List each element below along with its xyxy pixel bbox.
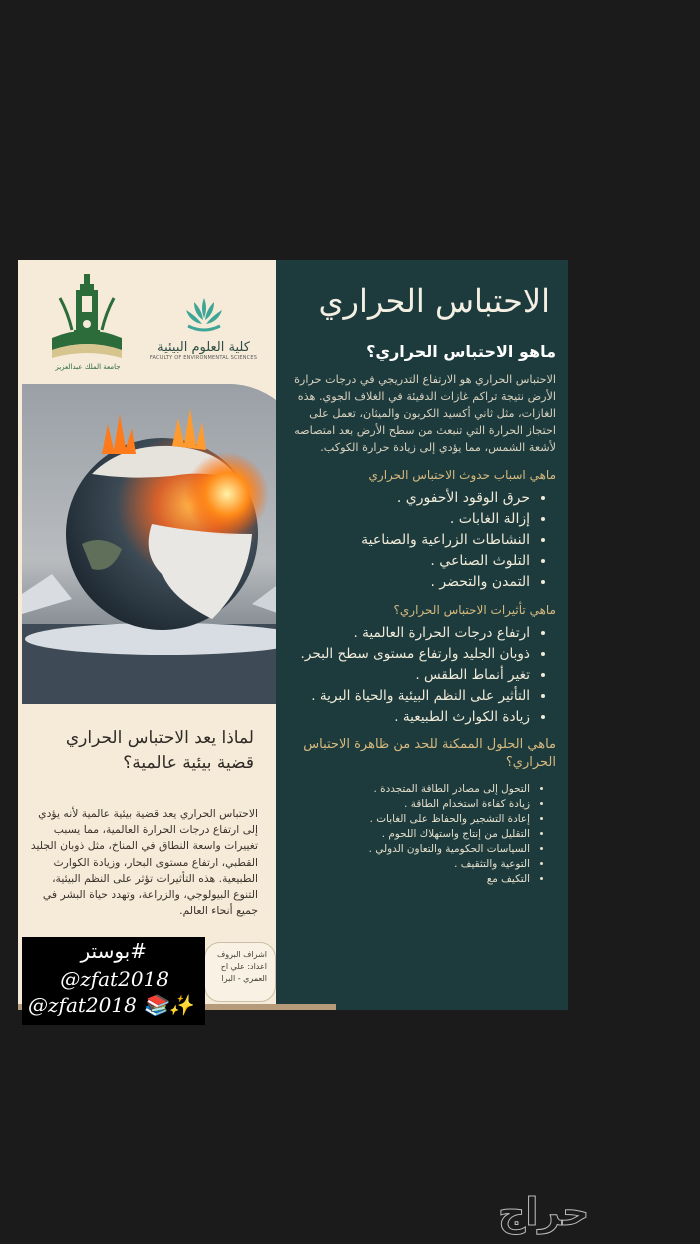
list-item: • النشاطات الزراعية والصناعية xyxy=(288,530,530,551)
poster-right-panel xyxy=(276,260,568,1010)
list-item: • التوعية والتثقيف . xyxy=(288,857,530,872)
why-heading: لماذا يعد الاحتباس الحراري قضية بيئية عالمية؟ xyxy=(65,728,254,773)
credit-box xyxy=(204,942,276,1002)
effects-heading: ماهي تأثيرات الاحتباس الحراري؟ xyxy=(393,603,556,617)
handle-emoji-text: @zfat2018 📚✨ xyxy=(28,993,193,1017)
list-item: • السياسات الحكومية والتعاون الدولي . xyxy=(288,842,530,857)
university-logo xyxy=(42,268,132,368)
what-text: الاحتباس الحراري هو الارتفاع التدريجي في درجات حرارة الأرض نتيجة تراكم غازات الدفيئة في الغلاف الجوي. هذه الغازات، مثل ثاني أكسيد الكربون والميثان، تعمل على احتجاز الحرارة التي تنبعث من سطح الأرض بعد امتصاصه لأشعة الشمس، مما يؤدي إلى زيادة حرارة الكوكب. xyxy=(294,373,556,454)
causes-heading: ماهي اسباب حدوث الاحتباس الحراري xyxy=(368,468,556,482)
poster-left-column xyxy=(18,260,276,1010)
list-item: • حرق الوقود الأحفوري . xyxy=(288,488,530,509)
credit-line: العمري - البرا xyxy=(221,974,267,983)
poster-title: الاحتباس الحراري xyxy=(318,282,550,320)
poster xyxy=(18,260,568,1010)
list-item: • زيادة الكوارث الطبيعية . xyxy=(288,707,530,728)
solutions-list xyxy=(288,782,556,887)
hashtag-sticker xyxy=(22,937,205,1025)
list-item: • التأثير على النظم البيئية والحياة البرية . xyxy=(288,686,530,707)
list-item: • إعادة التشجير والحفاظ على الغابات . xyxy=(288,812,530,827)
faculty-name-en: FACULTY OF ENVIRONMENTAL SCIENCES xyxy=(149,355,258,361)
melting-earth-image xyxy=(22,384,308,704)
list-item: • التمدن والتحضر . xyxy=(288,572,530,593)
university-caption: جامعة الملك عبدالعزيز xyxy=(55,363,121,371)
faculty-logo xyxy=(136,294,271,361)
why-text: الاحتباس الحراري يعد قضية بيئية عالمية لأنه يؤدي إلى ارتفاع درجات الحرارة العالمية، مما يسبب تغييرات واسعة النطاق في المناخ، مثل ذوبان الجليد القطبي، ارتفاع مستوى البحار، وزيادة الكوارث الطبيعية. هذه التأثيرات تؤثر على النظم البيئية، التنوع البيولوجي، والزراعة، وتهدد حياة البشر في جميع أنحاء العالم. xyxy=(30,807,258,918)
hashtag-text: #بوستر xyxy=(80,939,147,963)
watermark: حراج xyxy=(498,1190,590,1234)
list-item: • زيادة كفاءة استخدام الطاقة . xyxy=(288,797,530,812)
university-crest-icon xyxy=(42,268,132,368)
list-item: • ارتفاع درجات الحرارة العالمية . xyxy=(288,623,530,644)
faculty-name-ar: كلية العلوم البيئية xyxy=(157,340,250,355)
list-item: • التكيف مع xyxy=(288,872,530,887)
leaf-icon xyxy=(182,294,226,334)
list-item: • تغير أنماط الطقس . xyxy=(288,665,530,686)
handle-text: @zfat2018 xyxy=(60,967,169,991)
causes-list xyxy=(288,488,556,593)
effects-list xyxy=(288,623,556,728)
solutions-heading: ماهي الحلول الممكنة للحد من ظاهرة الاحتباس الحراري؟ xyxy=(303,737,556,770)
what-heading: ماهو الاحتباس الحراري؟ xyxy=(366,342,556,361)
why-section xyxy=(18,704,276,919)
list-item: • التلوث الصناعي . xyxy=(288,551,530,572)
list-item: • التقليل من إنتاج واستهلاك اللحوم . xyxy=(288,827,530,842)
list-item: • إزالة الغابات . xyxy=(288,509,530,530)
list-item: • التحول إلى مصادر الطاقة المتجددة . xyxy=(288,782,530,797)
credit-line: اعداد: علي اح xyxy=(220,962,267,971)
credit-line: اشراف البروف xyxy=(216,950,267,959)
list-item: • ذوبان الجليد وارتفاع مستوى سطح البحر. xyxy=(288,644,530,665)
